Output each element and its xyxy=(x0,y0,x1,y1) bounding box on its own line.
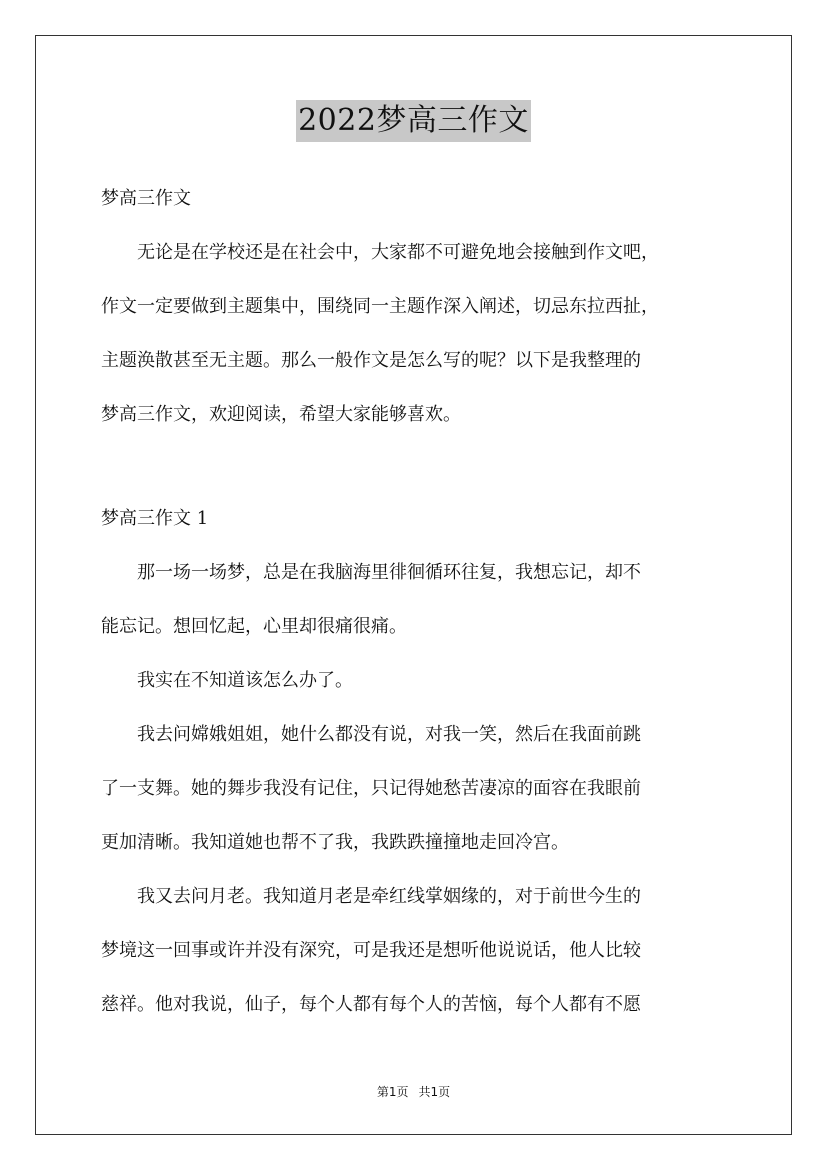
paragraph-line: 更加清晰。我知道她也帮不了我，我跌跌撞撞地走回冷宫。 xyxy=(101,832,569,853)
paragraph-line: 我实在不知道该怎么办了。 xyxy=(137,670,353,691)
paragraph-line: 那一场一场梦，总是在我脑海里徘徊循环往复，我想忘记，却不 xyxy=(137,562,641,583)
section-gap xyxy=(101,442,731,492)
body-paragraph xyxy=(101,654,731,708)
document-title: 2022梦高三作文 xyxy=(296,100,531,142)
paragraph-line: 慈祥。他对我说，仙子，每个人都有每个人的苦恼，每个人都有不愿 xyxy=(101,994,641,1015)
paragraph-line: 我去问嫦娥姐姐，她什么都没有说，对我一笑，然后在我面前跳 xyxy=(137,724,641,745)
document-body xyxy=(101,172,731,1032)
intro-line: 主题涣散甚至无主题。那么一般作文是怎么写的呢？以下是我整理的 xyxy=(101,350,641,371)
intro-line: 作文一定要做到主题集中，围绕同一主题作深入阐述，切忌东拉西扯， xyxy=(101,296,659,317)
intro-heading: 梦高三作文 xyxy=(101,188,191,209)
body-paragraph xyxy=(101,708,731,870)
page-footer xyxy=(0,1084,827,1100)
section1-heading: 梦高三作文 1 xyxy=(101,508,209,529)
paragraph-line: 能忘记。想回忆起，心里却很痛很痛。 xyxy=(101,616,407,637)
paragraph-line: 了一支舞。她的舞步我没有记住，只记得她愁苦凄凉的面容在我眼前 xyxy=(101,778,641,799)
intro-line: 无论是在学校还是在社会中，大家都不可避免地会接触到作文吧， xyxy=(137,242,659,263)
body-paragraph xyxy=(101,546,731,654)
page-number: 第1页 xyxy=(376,1085,409,1099)
paragraph-line: 我又去问月老。我知道月老是牵红线掌姻缘的，对于前世今生的 xyxy=(137,886,641,907)
intro-paragraph xyxy=(101,226,731,442)
title-wrap xyxy=(0,100,827,142)
page-total: 共1页 xyxy=(418,1085,451,1099)
intro-line: 梦高三作文，欢迎阅读，希望大家能够喜欢。 xyxy=(101,404,461,425)
body-paragraph xyxy=(101,870,731,1032)
paragraph-line: 梦境这一回事或许并没有深究，可是我还是想听他说说话，他人比较 xyxy=(101,940,641,961)
